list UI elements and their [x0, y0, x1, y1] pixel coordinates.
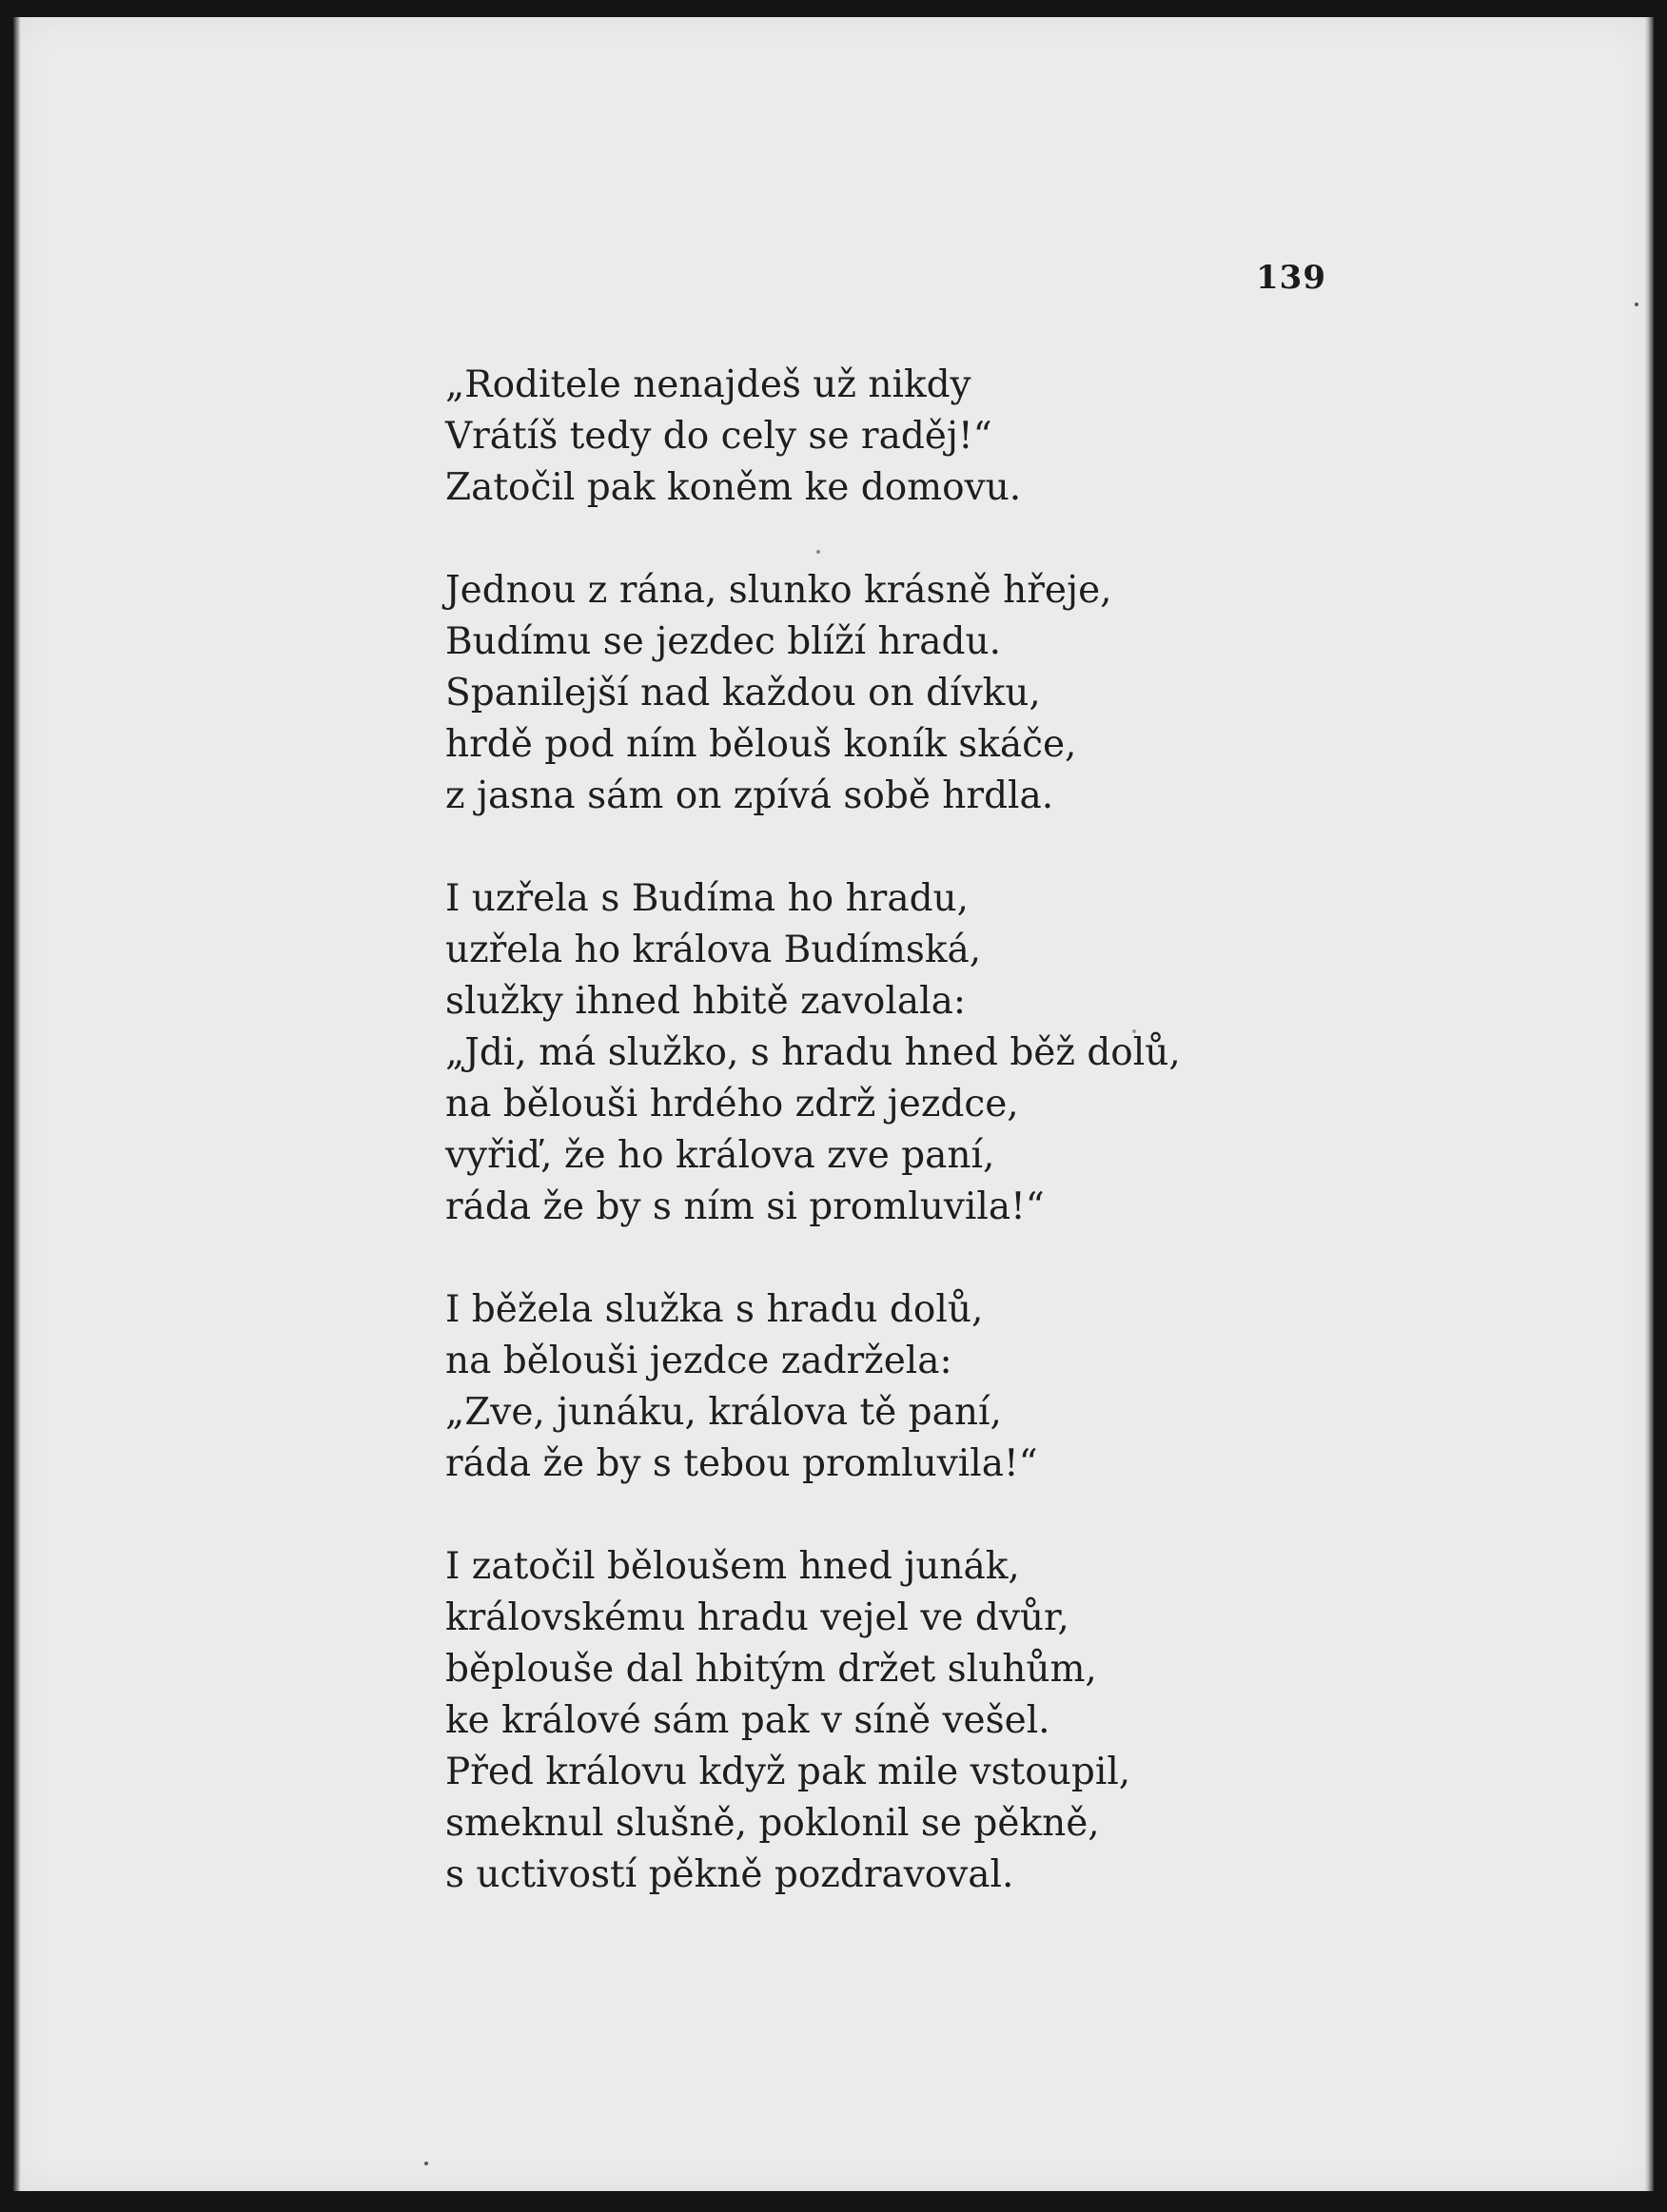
page-number: 139 [1256, 259, 1326, 297]
stanza [445, 1284, 1397, 1490]
poem-line: hrdě pod ním bělouš koník skáče, [445, 723, 1077, 766]
page-left-edge [13, 17, 21, 2191]
poem-line: Jednou z rána, slunko krásně hřeje, [445, 569, 1112, 612]
poem-line: Budímu se jezdec blíží hradu. [445, 620, 1002, 663]
poem-line: uzřela ho králova Budímská, [445, 929, 982, 971]
stanza [445, 565, 1397, 822]
poem-line: Spanilejší nad každou on dívku, [445, 672, 1041, 714]
poem-line: Před královu když pak mile vstoupil, [445, 1751, 1131, 1793]
poem-line: na bělouši jezdce zadržela: [445, 1340, 952, 1382]
poem-line: běplouše dal hbitým držet sluhům, [445, 1648, 1097, 1691]
poem-line: Vrátíš tedy do cely se raděj!“ [445, 415, 992, 458]
poem-line: „Zve, junáku, králova tě paní, [445, 1391, 1002, 1434]
page-right-edge [1644, 17, 1654, 2191]
poem-text [445, 360, 1397, 1952]
poem-line: „Jdi, má služko, s hradu hned běž dolů, [445, 1031, 1181, 1074]
poem-line: I zatočil běloušem hned junák, [445, 1545, 1020, 1588]
poem-line: smeknul slušně, poklonil se pěkně, [445, 1802, 1100, 1845]
poem-line: vyřiď, že ho králova zve paní, [445, 1134, 995, 1177]
poem-line: ráda že by s ním si promluvila!“ [445, 1185, 1045, 1228]
poem-line: I běžela služka s hradu dolů, [445, 1288, 984, 1331]
poem-line: z jasna sám on zpívá sobě hrdla. [445, 774, 1054, 817]
poem-line: služky ihned hbitě zavolala: [445, 980, 966, 1023]
poem-line: Zatočil pak koněm ke domovu. [445, 466, 1022, 509]
poem-line: „Roditele nenajdeš už nikdy [445, 363, 971, 406]
scan-speck [1635, 303, 1638, 306]
stanza [445, 360, 1397, 514]
poem-line: královskému hradu vejel ve dvůr, [445, 1596, 1069, 1639]
poem-line: na bělouši hrdého zdrž jezdce, [445, 1083, 1019, 1126]
stanza [445, 1541, 1397, 1901]
stanza [445, 873, 1397, 1233]
poem-line: ke králové sám pak v síně vešel. [445, 1699, 1050, 1742]
poem-line: ráda že by s tebou promluvila!“ [445, 1442, 1038, 1485]
scan-speck [424, 2162, 428, 2165]
poem-line: s uctivostí pěkně pozdravoval. [445, 1853, 1014, 1896]
poem-line: I uzřela s Budíma ho hradu, [445, 877, 970, 920]
